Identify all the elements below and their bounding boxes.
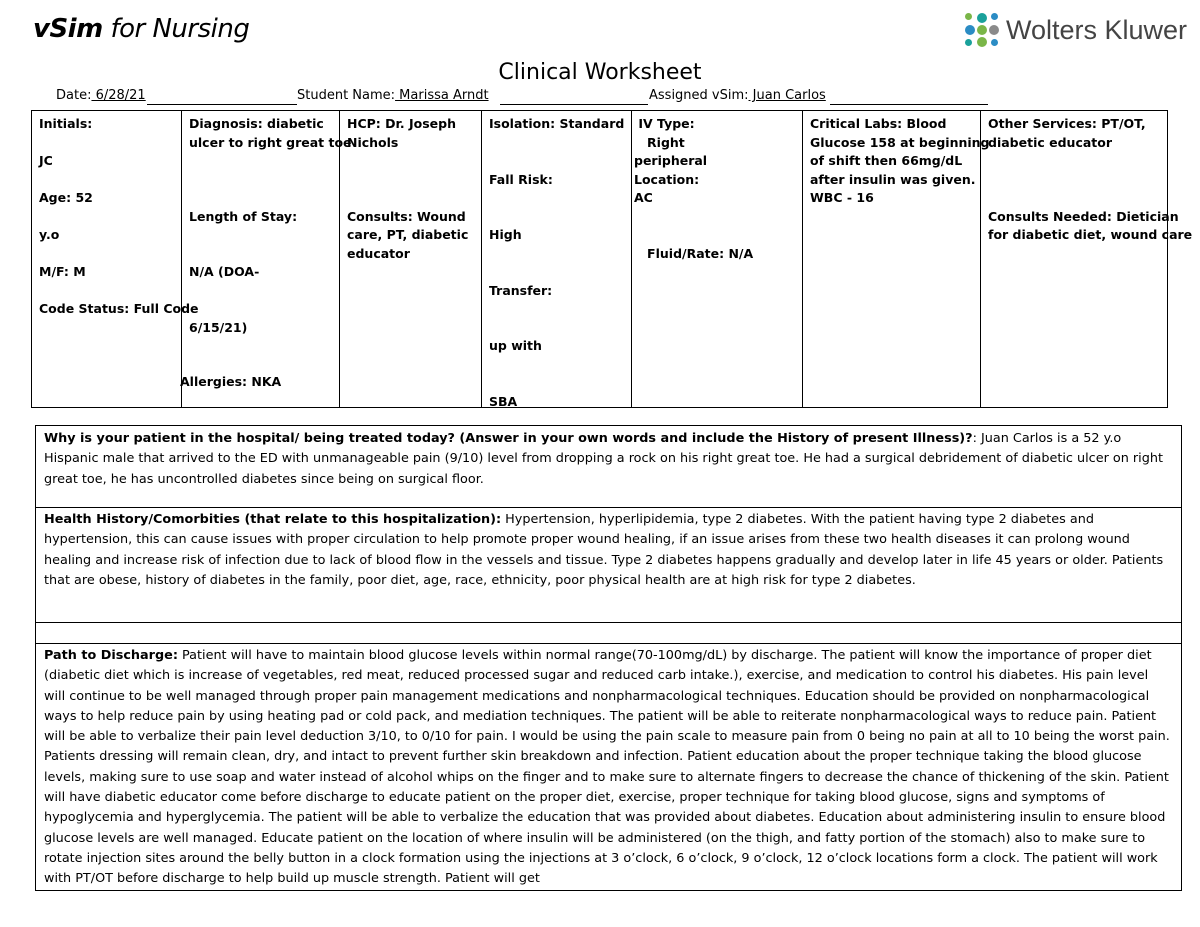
- grid-line: Fall Risk:: [489, 171, 553, 187]
- why-text: : Juan Carlos is a 52 y.o Hispanic male that arrived to the ED with unmanageable pain (9/10) level from dropping a rock on his right great toe. He had a surgical debridement of diabetic ulcer on right great toe, he has uncontrolled diabetes since being on surgical floor.: [44, 431, 1163, 487]
- grid-line: [39, 282, 181, 301]
- grid-line: Consults Needed: Dietician: [988, 208, 1179, 224]
- date-label: Date:: [56, 88, 92, 103]
- grid-line: [189, 171, 339, 190]
- col-isolation: [482, 111, 632, 407]
- grid-line: Age: 52: [39, 190, 93, 205]
- grid-line: High: [489, 227, 522, 242]
- history-text: Hypertension, hyperlipidemia, type 2 diabetes. With the patient having type 2 diabetes and hypertension, this can cause issues with proper circulation to help promote proper wound healing, if an issue arises from these two health diseases it can prolong wound healing and increase risk of infection due to lack of blood flow in the vessels and tissue. Type 2 diabetes happens gradually and develop later in life 45 years or older. Patients that are obese, history of diabetes in the family, poor diet, age, race, ethnicity, poor physical health are at high risk for type 2 diabetes.: [44, 512, 1164, 588]
- grid-line: [39, 208, 181, 227]
- grid-line: [189, 245, 339, 264]
- grid-line: Right: [634, 134, 685, 150]
- grid-line: ulcer to right great toe: [189, 134, 352, 150]
- grid-line: Length of Stay:: [189, 208, 298, 224]
- grid-line: [489, 134, 631, 153]
- grid-line: Fluid/Rate: N/A: [634, 245, 754, 261]
- grid-line: IV Type:: [634, 116, 695, 131]
- grid-line: HCP: Dr. Joseph: [347, 116, 457, 131]
- grid-line: [189, 226, 339, 245]
- grid-line: 6/15/21): [189, 319, 248, 335]
- grid-line: [634, 208, 802, 227]
- grid-line: Code Status: Full Code: [39, 301, 199, 316]
- grid-line: Diagnosis: diabetic: [189, 116, 324, 131]
- grid-line: [189, 300, 339, 319]
- grid-line: [489, 263, 631, 282]
- grid-line: [347, 171, 481, 190]
- date-field: [56, 88, 146, 103]
- assigned-label: Assigned vSim:: [649, 88, 749, 103]
- patient-info-grid: [31, 110, 1193, 409]
- publisher-name: Wolters Kluwer: [1006, 14, 1188, 45]
- grid-line: [489, 374, 631, 393]
- page-title: Clinical Worksheet: [498, 60, 702, 85]
- grid-line: Transfer:: [489, 282, 553, 298]
- student-field: [297, 88, 489, 103]
- col-diagnosis: [180, 111, 352, 407]
- grid-line: [189, 282, 339, 301]
- allergies: Allergies: NKA: [180, 374, 282, 389]
- grid-line: AC: [634, 190, 653, 205]
- grid-line: [489, 189, 631, 208]
- grid-line: [988, 152, 1169, 171]
- discharge-text: Patient will have to maintain blood glucose levels within normal range(70-100mg/dL) by discharge. The patient will know the importance of proper diet (diabetic diet which is increase of vegetables, red meat, reduced processed sugar and reduced carb intake.), exercise, and medication to control his diabetes. His pain level will continue to be well managed through proper pain management medications and nonpharmacological techniques. Education should be provided on nonpharmacological ways to help reduce pain by using heating pad or cold pack, and mediation techniques. The patient will be able to reiterate nonpharmacological ways to reduce pain. Patient will be able to verbalize their pain level deduction 3/10, to 0/10 for pain. I would be using the pain scale to measure pain from 0 being no pain at all to 10 being the worst pain. Patients dressing will remain clean, dry, and intact to prevent further skin breakdown and infection. Patient education about the proper technique taking the blood glucose levels, making sure to use soap and water instead of alcohol whips on the finger and to make sure to alternate fingers to decrease the chance of thickening of the skin. Patient will have diabetic educator come before discharge to educate patient on the proper diet, exercise, proper technique for taking blood glucose, signs and symptoms of hypoglycemia and hyperglycemia. The patient will be able to verbalize the education that was provided about diabetes. Education about administering insulin to ensure blood glucose levels are well managed. Educate patient on the location of where insulin will be administered (on the thigh, and fatty portion of the stomach) also to make sure to rotate injection sites around the belly button in a clock formation using the injections at 3 o’clock, 6 o’clock, 9 o’clock, 12 o’clock locations form a clock. The patient will work with PT/OT before discharge to help build up muscle strength. Patient will get: [44, 648, 1170, 887]
- assigned-vsim-field: [649, 88, 826, 103]
- grid-line: Initials:: [39, 116, 93, 131]
- grid-line: [489, 245, 631, 264]
- reason-for-admission-section: [35, 425, 1182, 508]
- grid-line: educator: [347, 245, 410, 261]
- grid-line: y.o: [39, 227, 60, 242]
- discharge-label: Path to Discharge:: [44, 648, 178, 663]
- grid-line: WBC - 16: [810, 190, 874, 205]
- col-hcp: [340, 111, 482, 407]
- grid-line: Isolation: Standard: [489, 116, 625, 131]
- grid-line: diabetic educator: [988, 134, 1113, 150]
- grid-line: for diabetic diet, wound care: [988, 227, 1193, 242]
- grid-line: M/F: M: [39, 264, 86, 279]
- student-underline: [500, 104, 648, 105]
- history-label: Health History/Comorbities (that relate to this hospitalization):: [44, 512, 502, 527]
- grid-line: [347, 152, 481, 171]
- grid-line: [189, 189, 339, 208]
- grid-line: JC: [39, 153, 53, 168]
- student-value: Marissa Arndt: [395, 88, 489, 103]
- grid-line: Location:: [634, 171, 700, 187]
- col-critical-labs: [803, 111, 990, 407]
- grid-line: [189, 152, 339, 171]
- grid-line: [489, 319, 631, 338]
- grid-line: [39, 134, 181, 153]
- grid-line: of shift then 66mg/dL: [810, 153, 963, 168]
- path-to-discharge-section: [35, 643, 1182, 891]
- student-label: Student Name:: [297, 88, 396, 103]
- col-other-services: [981, 111, 1193, 407]
- grid-line: Consults: Wound: [347, 208, 466, 224]
- wolters-kluwer-logo: [964, 12, 1187, 48]
- grid-line: [988, 171, 1169, 190]
- grid-line: Glucose 158 at beginning: [810, 134, 990, 150]
- health-history-section: [35, 507, 1182, 623]
- vsim-logo: [33, 14, 249, 44]
- brand-for-nursing: for Nursing: [102, 14, 250, 44]
- grid-line: after insulin was given.: [810, 171, 976, 187]
- col-initials: [32, 111, 199, 407]
- brand-vsim: vSim: [33, 14, 103, 44]
- blank-row: [35, 622, 1182, 644]
- grid-line: Other Services: PT/OT,: [988, 116, 1146, 131]
- grid-line: care, PT, diabetic: [347, 227, 469, 242]
- grid-line: SBA: [489, 393, 518, 409]
- grid-line: [489, 152, 631, 171]
- date-underline: [147, 104, 297, 105]
- grid-line: [988, 189, 1169, 208]
- why-label: Why is your patient in the hospital/ being treated today? (Answer in your own words and include the History of present Illness)?: [44, 431, 973, 446]
- col-iv: [632, 111, 803, 407]
- assigned-value: Juan Carlos: [748, 88, 826, 103]
- assigned-underline: [830, 104, 988, 105]
- grid-line: [39, 171, 181, 190]
- grid-line: N/A (DOA-: [189, 264, 260, 279]
- grid-line: [489, 356, 631, 375]
- grid-line: up with: [489, 338, 542, 353]
- grid-line: [489, 208, 631, 227]
- grid-line: Critical Labs: Blood: [810, 116, 947, 131]
- grid-line: peripheral: [634, 153, 708, 168]
- grid-line: [347, 189, 481, 208]
- date-value: 6/28/21: [91, 88, 146, 103]
- wk-mark-icon: [964, 12, 1000, 48]
- grid-line: [489, 300, 631, 319]
- grid-line: [39, 245, 181, 264]
- grid-line: Nichols: [347, 134, 399, 150]
- grid-line: [634, 226, 802, 245]
